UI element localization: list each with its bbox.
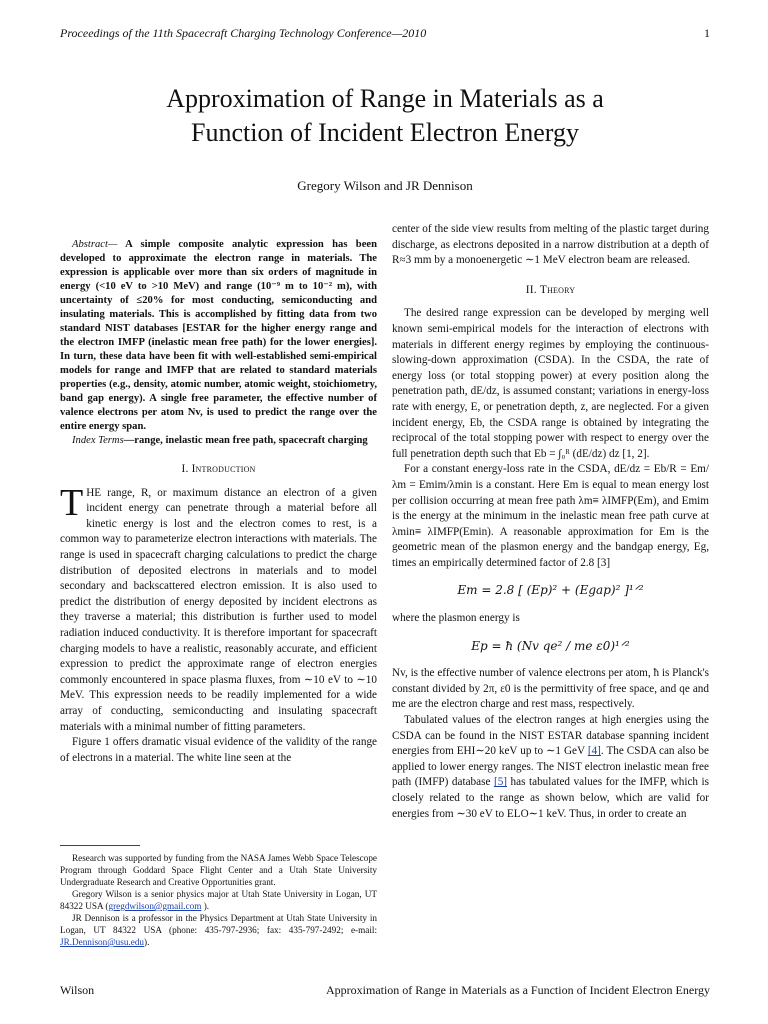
where-plasmon-text: where the plasmon energy is: [392, 612, 520, 625]
theory-paragraph-4: [392, 713, 709, 822]
footnotes: [60, 852, 377, 948]
footnote-funding: Research was supported by funding from the NASA James Webb Space Telescope Program through Goddard Space Flight Center and a Utah State University Undergraduate Research and Creative Opportunities grant.: [60, 853, 377, 887]
theory-text-4b: . The CSDA can also be applied to lower energy ranges. The NIST electron inelastic mean free path (IMFP) database: [392, 745, 709, 789]
proceedings-title: Proceedings of the 11th Spacecraft Charging Technology Conference—2010: [60, 26, 427, 40]
drop-cap: T: [60, 481, 84, 524]
footer-author: Wilson: [60, 983, 95, 997]
page-number: 1: [704, 26, 710, 40]
index-terms-text: —range, inelastic mean free path, spacecraft charging: [123, 435, 368, 446]
theory-text-4a: Tabulated values of the electron ranges at high energies using the CSDA can be found in the NIST ESTAR database spanning incident energies from EHI∼20 keV up to ∼1 GeV: [392, 714, 709, 758]
footnote-author-2-text: JR Dennison is a professor in the Physics Department at Utah State University in Logan, UT 84322 USA (phone: 435-797-2936; fax: 435-797-2492; e-mail:: [60, 913, 377, 935]
reference-link-4[interactable]: [4]: [587, 745, 601, 758]
title-line-1: Approximation of Range in Materials as a: [166, 84, 604, 113]
continued-paragraph: center of the side view results from melting of the plastic target during discharge, as electrons deposited in a narrow distribution at a depth of R≈3 mm by a monoenergetic ∼1 MeV electron beam are released.: [392, 223, 709, 267]
abstract-label: Abstract—: [72, 239, 118, 250]
equation-plasmon-energy: Ep = ħ (Nv qe² / me ε0)¹ᐟ²: [471, 638, 630, 653]
running-footer: [60, 983, 710, 998]
footnote-author-2: [60, 912, 377, 948]
intro-paragraph-2: Figure 1 offers dramatic visual evidence of the validity of the range of electrons in a material. The white line seen at the: [60, 736, 377, 764]
email-link-wilson[interactable]: gregdwilson@gmail.com: [108, 901, 202, 911]
footnote-author-2-end: ).: [144, 937, 150, 947]
section-title: Introduction: [191, 463, 256, 475]
theory-text-4c: has tabulated values for the IMFP, which is closely related to the range as shown below, which are valid for energies from ∼30 eV to ELO∼1 keV. Thus, in order to create an: [392, 776, 710, 820]
footer-title: Approximation of Range in Materials as a Function of Incident Electron Energy: [325, 983, 710, 997]
section-heading-introduction: [60, 462, 377, 478]
reference-link-5[interactable]: [5]: [493, 776, 508, 789]
paper-title: [60, 82, 710, 150]
equation-mean-energy: Em = 2.8 [ (Ep)² + (Egap)² ]¹ᐟ²: [457, 583, 644, 598]
section-number: I.: [181, 463, 189, 475]
theory-paragraph-1: The desired range expression can be developed by merging well known semi-empirical models for the interaction of electrons with materials in different energy regimes by employing the continuous-slowing-down approximation (CSDA). In the CSDA, the rate of energy loss (or total stopping power) at every position along the penetration path, dE/dz, is assumed constant; variations in energy-loss rate with energy, E, or penetration depth, z, are neglected. For a given incident energy, Eb, the CSDA range is obtained by integrating the reciprocal of the total stopping power with respect to energy over the full penetration depth such that Eb = ∫₀ᴿ (dE/dz) dz [1, 2].: [392, 307, 709, 460]
intro-paragraph-1: [60, 481, 377, 736]
abstract-text: A simple composite analytic expression has been developed to approximate the electron range in materials. The expression is applicable over more than six orders of magnitude in energy (<10 eV to >10 MeV) and range (10⁻⁹ m to 10⁻² m), with uncertainty of ≤20% for most conducting, semiconducting and insulating materials. This is accomplished by fitting data from two standard NIST databases [ESTAR for the higher energy range and the electron IMFP (inelastic mean free path) for the lower energies]. In turn, these data have been fit with well-established semi-empirical models for range and IMFP that are related to standard materials properties (e.g., density, atomic number, atomic weight, stoichiometry, band gap energy). A single free parameter, the effective number of valence electrons per atom Nv, is used to predict the range over the entire energy span.: [60, 239, 377, 432]
footnote-rule: [60, 845, 140, 846]
section-number: II.: [525, 283, 537, 296]
theory-paragraph-3: Nv, is the effective number of valence electrons per atom, ħ is Planck's constant divided by 2π, ε0 is the permittivity of free space, and qe and me are the electron charge and rest mass, respectively.: [392, 667, 709, 711]
footnote-author-1: [60, 888, 377, 912]
index-terms: [60, 434, 377, 448]
index-terms-label: Index Terms: [72, 435, 124, 446]
intro-text-1: HE range, R, or maximum distance an electron of a given incident energy can penetrate through a material before all kinetic energy is lost and the electron comes to rest, is a common way to parameterize electron interactions with materials. The range is used in spacecraft charging calculations to predict the charge distribution of deposited electrons in materials and to model secondary and backscattered electron emission. It is also used to predict the distribution of energy deposited by incident electrons as they traverse a material; this distribution is further used to model radiation induced conductivity. It is therefore important for spacecraft charging models to have a realistic, reasonably accurate, and efficient expression to predict the approximate range of electron energies commonly encountered in space plasma fluxes, from ∼10 eV to ∼10 MeV. This expression needs to be readily implemented for a wide array of conducting, semiconducting and insulating spacecraft materials with a minimal number of fitting parameters.: [60, 486, 377, 733]
theory-paragraph-2: For a constant energy-loss rate in the CSDA, dE/dz = Eb/R = Em/λm = Emim/λmin is a constant. Here Em is equal to mean energy lost per collision occurring at mean free path λm≡ λIMFP(Em), and Emim is the energy at the minimum in the inelastic mean free path curve at λmin≡ λIMFP(Emin). A reasonable approximation for Em is the geometric mean of the plasmon energy and the bandgap energy, Eg, times an empirically determined factor of 2.8 [3]: [392, 463, 709, 569]
footnote-author-1-end: ).: [201, 901, 210, 911]
section-heading-theory: [392, 283, 709, 299]
email-link-dennison[interactable]: JR.Dennison@usu.edu: [60, 937, 145, 947]
running-header: [60, 26, 710, 41]
abstract: [60, 238, 377, 434]
authors: Gregory Wilson and JR Dennison: [297, 178, 473, 193]
right-column: [392, 222, 709, 822]
left-column: [60, 238, 377, 766]
title-line-2: Function of Incident Electron Energy: [191, 118, 579, 147]
footnote-author-1-text: Gregory Wilson is a senior physics major at Utah State University in Logan, UT 84322 USA (: [60, 889, 377, 911]
section-title: Theory: [539, 283, 576, 296]
